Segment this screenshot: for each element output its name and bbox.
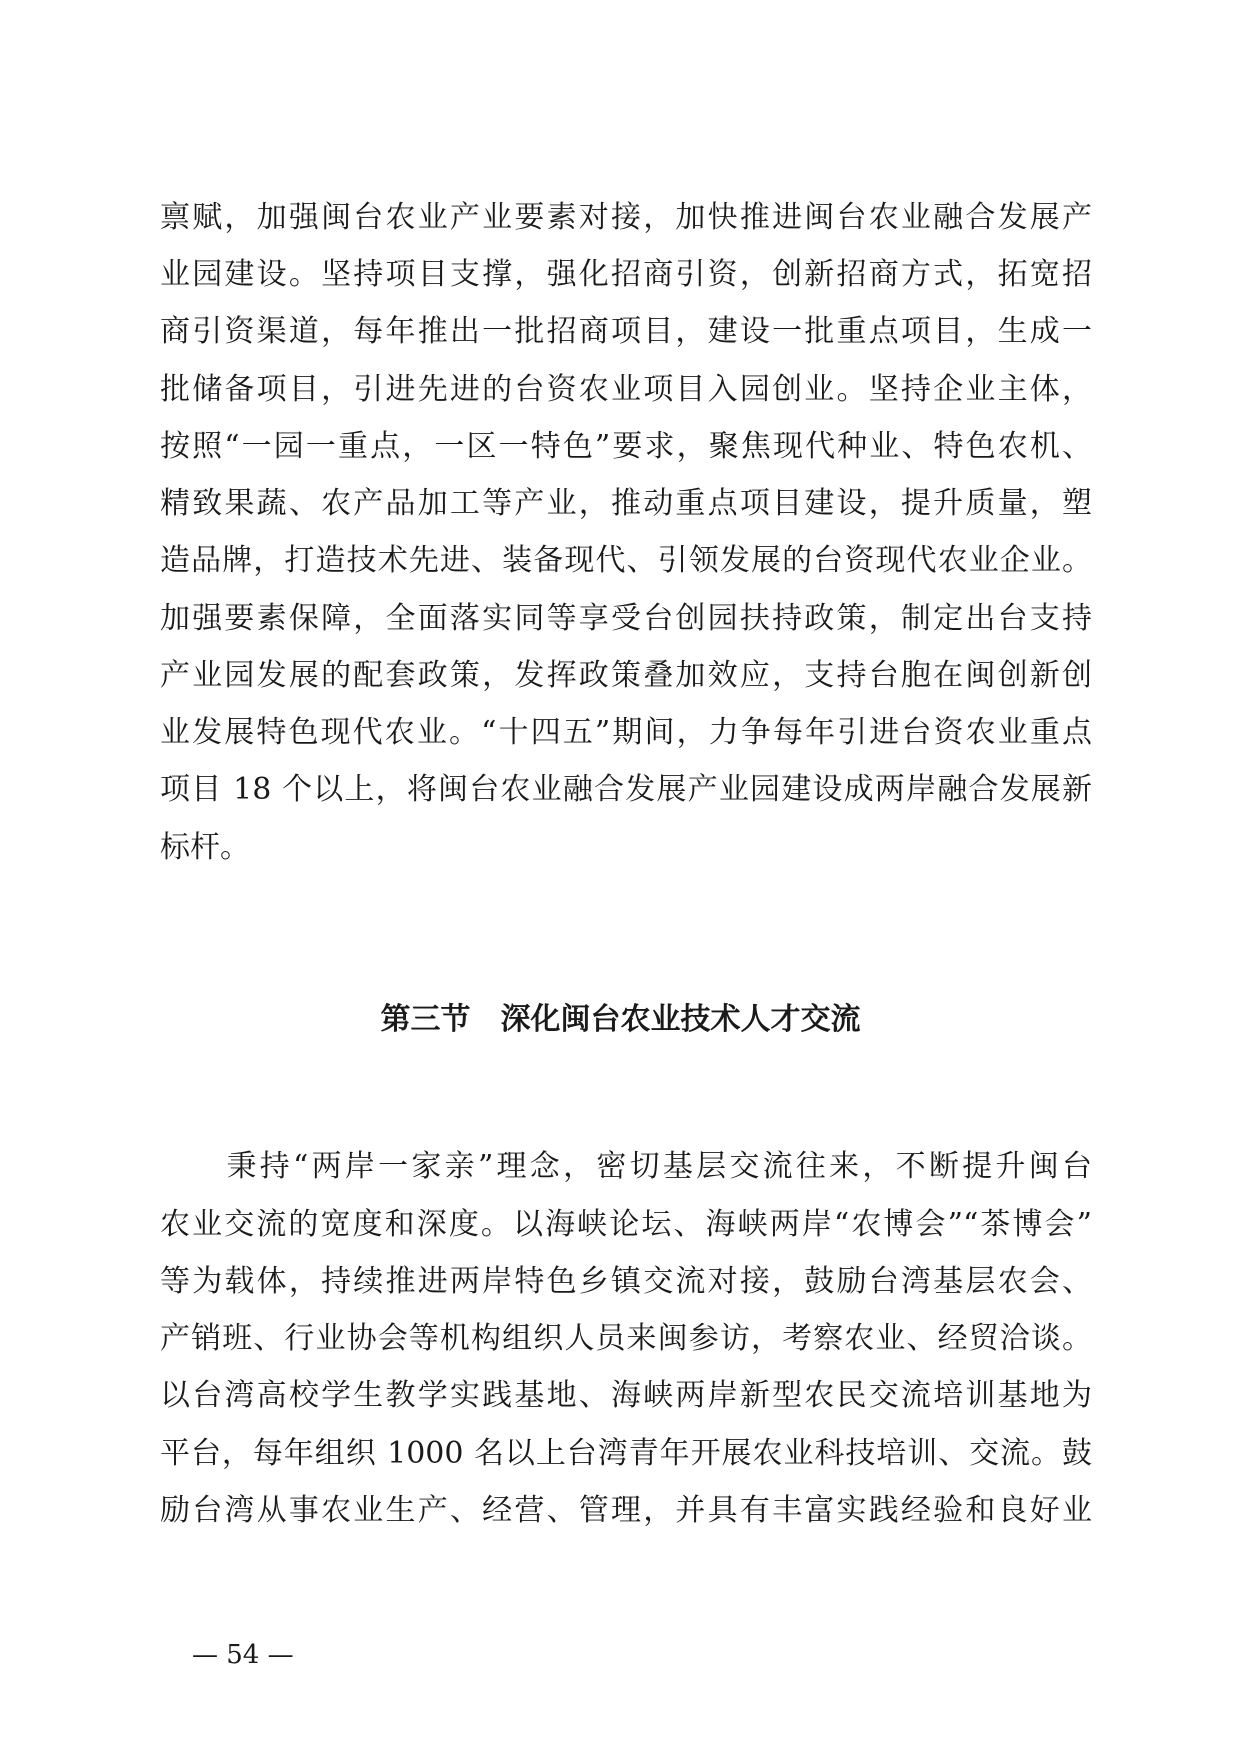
page-number: — 54 —: [192, 1640, 294, 1670]
text-line: 标杆。: [160, 830, 250, 865]
text-line: 业园建设。坚持项目支撑，强化招商引资，创新招商方式，拓宽招: [160, 257, 1092, 292]
text-line: 加强要素保障，全面落实同等享受台创园扶持政策，制定出台支持: [160, 601, 1092, 636]
text-line: 精致果蔬、农产品加工等产业，推动重点项目建设，提升质量，塑: [160, 486, 1092, 521]
text-line: 以台湾高校学生教学实践基地、海峡两岸新型农民交流培训基地为: [160, 1378, 1092, 1413]
text-line: 业发展特色现代农业。“十四五”期间，力争每年引进台资农业重点: [160, 715, 1092, 750]
text-line: 等为载体，持续推进两岸特色乡镇交流对接，鼓励台湾基层农会、: [160, 1264, 1092, 1299]
text-line: 造品牌，打造技术先进、装备现代、引领发展的台资现代农业企业。: [160, 543, 1092, 578]
text-line: 批储备项目，引进先进的台资农业项目入园创业。坚持企业主体，: [160, 372, 1092, 407]
text-line: 产业园发展的配套政策，发挥政策叠加效应，支持台胞在闽创新创: [160, 658, 1092, 693]
text-line: 商引资渠道，每年推出一批招商项目，建设一批重点项目，生成一: [160, 314, 1092, 349]
text-line: 平台，每年组织 1000 名以上台湾青年开展农业科技培训、交流。鼓: [160, 1436, 1092, 1471]
text-line: 按照“一园一重点，一区一特色”要求，聚焦现代种业、特色农机、: [160, 429, 1092, 464]
text-line: 产销班、行业协会等机构组织人员来闽参访，考察农业、经贸洽谈。: [160, 1321, 1092, 1356]
text-line: 秉持“两岸一家亲”理念，密切基层交流往来，不断提升闽台: [160, 1149, 1092, 1184]
section-heading: 第三节 深化闽台农业技术人才交流: [380, 1002, 861, 1037]
text-line: 禀赋，加强闽台农业产业要素对接，加快推进闽台农业融合发展产: [160, 200, 1092, 235]
text-line: 励台湾从事农业生产、经营、管理，并具有丰富实践经验和良好业: [160, 1493, 1092, 1528]
text-line: 项目 18 个以上，将闽台农业融合发展产业园建设成两岸融合发展新: [160, 772, 1092, 807]
text-line: 农业交流的宽度和深度。以海峡论坛、海峡两岸“农博会”“茶博会”: [160, 1207, 1092, 1242]
